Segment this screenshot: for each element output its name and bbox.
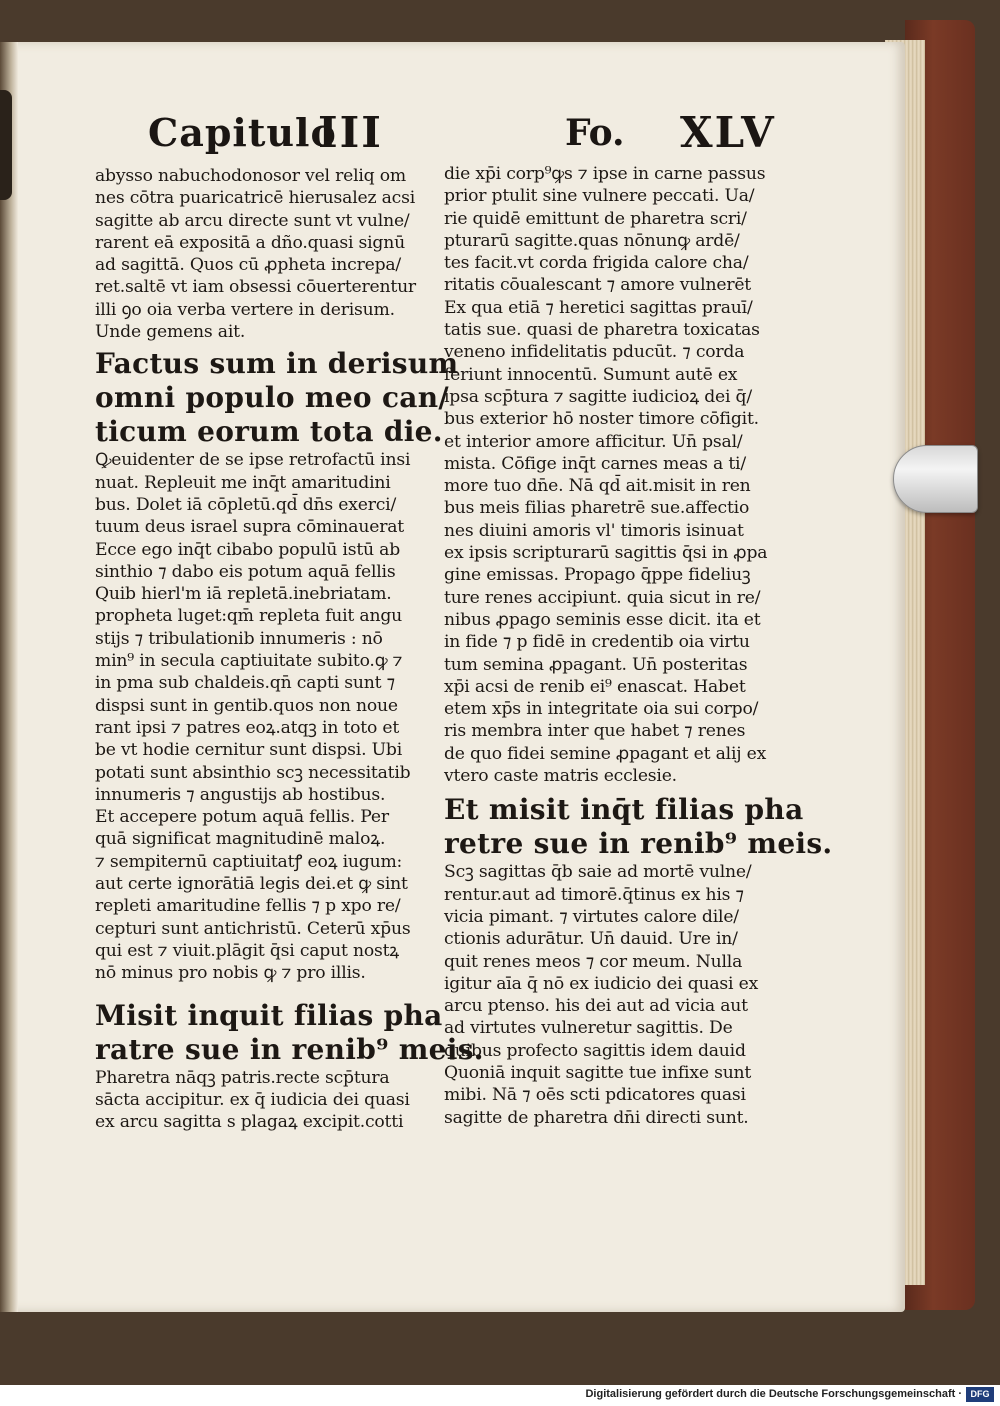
text-line: ture renes accipiunt. quia sicut in re/ bbox=[444, 587, 761, 608]
text-line: Ecce ego inq̄t cibabo populū istū ab bbox=[95, 539, 401, 560]
text-line: igitur aīa q̄ nō ex iudicio dei quasi ex bbox=[444, 973, 759, 994]
text-line: bus exterior hō noster timore cōfigit. bbox=[444, 409, 759, 430]
right-paragraph-1 bbox=[444, 163, 789, 787]
text-line: ad virtutes vulneretur sagittis. De bbox=[444, 1018, 733, 1039]
text-line: innumeris ⁊ angustijs ab hostibus. bbox=[95, 784, 386, 805]
text-line: quit renes meos ⁊ cor meum. Nulla bbox=[444, 951, 743, 972]
text-line: mibi. Nā ⁊ oēs scti pdicatores quasi bbox=[444, 1085, 746, 1106]
left-text-column bbox=[95, 165, 484, 1133]
text-line: qui est ⁊ viuit.plāgit q̄si caput nostꝝ bbox=[95, 940, 400, 961]
text-line: arcu ptenso. his dei aut ad vicia aut bbox=[444, 996, 748, 1017]
text-line: die xp̄i corp⁹ꝙs ⁊ ipse in carne passus bbox=[444, 164, 766, 184]
text-line: ris membra inter que habet ⁊ renes bbox=[444, 721, 746, 742]
text-line: illi ꝯo oia verba vertere in derisum. bbox=[95, 299, 395, 320]
text-line: dispsi sunt in gentib.quos non noue bbox=[95, 695, 398, 716]
text-line: bus. Dolet iā cōpletū.qd̄ dn̄s exerci/ bbox=[95, 494, 397, 515]
text-line: rant ipsi ⁊ patres eoꝝ.atqꝫ in toto et bbox=[95, 717, 400, 738]
text-line: Ꝙeuidenter de se ipse retrofactū insi bbox=[95, 450, 411, 471]
text-line: Quib hierl'm iā repletā.inebriatam. bbox=[95, 584, 392, 605]
text-line: cepturi sunt antichristū. Ceterū xp̄us bbox=[95, 918, 411, 939]
text-line: Ex qua etiā ⁊ heretici sagittas prauī/ bbox=[444, 297, 753, 318]
running-head-left-number: III bbox=[318, 108, 383, 157]
text-line: etem xp̄s in integritate oia sui corpo/ bbox=[444, 699, 759, 720]
text-line: vicia pimant. ⁊ virtutes calore dile/ bbox=[444, 906, 739, 927]
text-line: tes facit.vt corda frigida calore cha/ bbox=[444, 253, 749, 274]
text-line: sagitte ab arcu directe sunt vt vulne/ bbox=[95, 210, 410, 231]
text-line: ex ipsis scripturarū sagittis q̄si in ꝓpa bbox=[444, 543, 768, 564]
text-line: nuat. Repleuit me inq̄t amaritudini bbox=[95, 472, 391, 493]
page-clip bbox=[893, 445, 978, 513]
text-line: Et accepere potum aquā fellis. Per bbox=[95, 807, 389, 828]
heading-line: Factus sum in derisum bbox=[95, 347, 459, 381]
text-line: abysso nabuchodonosor vel reliq om bbox=[95, 166, 406, 186]
text-line: tatis sue. quasi de pharetra toxicatas bbox=[444, 320, 760, 341]
text-line: rie quidē emittunt de pharetra scri/ bbox=[444, 208, 747, 229]
text-line: rentur.aut ad timorē.q̄tinus ex his ⁊ bbox=[444, 884, 744, 905]
text-line: in fide ⁊ p fidē in credentib oia virtu bbox=[444, 632, 750, 653]
heading-line: ratre sue in renib⁹ meis. bbox=[95, 1032, 484, 1066]
text-line: et interior amore afficitur. Un̄ psal/ bbox=[444, 431, 743, 452]
text-line: vtero caste matris ecclesie. bbox=[444, 766, 677, 787]
text-line: rarent eā expositā a dño.quasi signū bbox=[95, 232, 405, 253]
running-head-left-title: Capitulo bbox=[148, 110, 337, 155]
text-line: nibus ꝓpago seminis esse dicit. ita et bbox=[444, 609, 761, 630]
right-heading-1 bbox=[444, 793, 833, 861]
text-line: ad sagittā. Quos cū ꝓpheta increpa/ bbox=[95, 255, 402, 276]
text-line: Unde gemens ait. bbox=[95, 322, 246, 343]
text-line: tuum deus israel supra cōminauerat bbox=[95, 517, 404, 538]
text-line: de quo fidei semine ꝓpagant et alij ex bbox=[444, 743, 767, 764]
text-line: ipsa scp̄tura ⁊ sagitte iudicioꝝ dei q̄/ bbox=[444, 386, 752, 407]
footer-bar bbox=[0, 1385, 1000, 1406]
left-paragraph-2 bbox=[95, 449, 435, 984]
text-line: feriunt innocentū. Sumunt autē ex bbox=[444, 364, 738, 385]
text-line: more tuo dn̄e. Nā qd̄ ait.misit in ren bbox=[444, 476, 751, 497]
text-line: ex arcu sagitta s plagaꝝ excipit.cotti bbox=[95, 1112, 404, 1133]
text-line: mista. Cōfige inq̄t carnes meas a ti/ bbox=[444, 453, 746, 474]
text-line: potati sunt absinthio scꝫ necessitatib bbox=[95, 762, 411, 783]
text-line: sācta accipitur. ex q̄ iudicia dei quasi bbox=[95, 1089, 410, 1110]
heading-line: retre sue in renib⁹ meis. bbox=[444, 827, 833, 861]
right-text-column bbox=[444, 163, 833, 1129]
text-line: stijs ⁊ tribulationib innumeris : nō bbox=[95, 628, 383, 649]
left-page-fragment bbox=[0, 90, 12, 200]
text-line: nō minus pro nobis ꝙ ⁊ pro illis. bbox=[95, 963, 366, 984]
text-line: Scꝫ sagittas q̄b saie ad mortē vulne/ bbox=[444, 862, 752, 883]
running-head-folio-number: XLV bbox=[680, 108, 776, 157]
text-line: bus meis filias pharetrē sue.affectio bbox=[444, 498, 750, 519]
text-line: aut certe ignorātiā legis dei.et ꝙ sint bbox=[95, 874, 408, 895]
text-line: propheta luget:qm̄ repleta fuit angu bbox=[95, 606, 402, 627]
text-line: repleti amaritudine fellis ⁊ p xpo re/ bbox=[95, 896, 401, 917]
text-line: pturarū sagitte.quas nōnunꝙ ardē/ bbox=[444, 230, 740, 251]
text-line: sinthio ⁊ dabo eis potum aquā fellis bbox=[95, 561, 396, 582]
heading-line: ticum eorum tota die. bbox=[95, 415, 443, 449]
heading-line: Et misit inq̄t filias pha bbox=[444, 793, 804, 827]
text-line: nes diuini amoris vl' timoris isinuat bbox=[444, 520, 744, 541]
text-line: Pharetra nāqꝫ patris.recte scp̄tura bbox=[95, 1067, 390, 1088]
right-paragraph-2 bbox=[444, 861, 789, 1129]
text-line: ctionis adurātur. Un̄ dauid. Ure in/ bbox=[444, 929, 738, 950]
text-line: ritatis cōualescant ⁊ amore vulnerēt bbox=[444, 275, 752, 296]
text-line: sagitte de pharetra dn̄i directi sunt. bbox=[444, 1107, 749, 1128]
text-line: prior ptulit sine vulnere peccati. Ua/ bbox=[444, 186, 755, 207]
left-heading-2 bbox=[95, 998, 484, 1067]
text-line: be vt hodie cernitur sunt dispsi. Ubi bbox=[95, 740, 402, 761]
heading-line: Misit inquit filias pha bbox=[95, 998, 443, 1032]
left-paragraph-3 bbox=[95, 1067, 435, 1134]
text-line: ret.saltē vt iam obsessi cōuerterentur bbox=[95, 277, 416, 298]
text-line: ⁊ sempiternū captiuitatꝭ eoꝝ iugum: bbox=[95, 851, 403, 872]
gutter-shadow bbox=[0, 42, 18, 1312]
text-line: quā significat magnitudinē maloꝝ. bbox=[95, 829, 386, 850]
text-line: tum semina ꝓpagant. Un̄ posteritas bbox=[444, 654, 748, 675]
text-line: nes cōtra puaricatricē hierusalez acsi bbox=[95, 188, 415, 209]
spacer bbox=[95, 985, 435, 999]
text-line: xp̄i acsi de renib ei⁹ enascat. Habet bbox=[444, 676, 746, 697]
left-paragraph-1 bbox=[95, 165, 435, 343]
text-line: Quoniā inquit sagitte tue infixe sunt bbox=[444, 1062, 752, 1083]
heading-line: omni populo meo can/ bbox=[95, 381, 449, 415]
text-line: veneno infidelitatis pducūt. ⁊ corda bbox=[444, 342, 745, 363]
left-heading-1 bbox=[95, 347, 459, 449]
dfg-logo: DFG bbox=[966, 1387, 994, 1402]
text-line: min⁹ in secula captiuitate subito.ꝙ ⁊ bbox=[95, 651, 403, 672]
text-line: quibus profecto sagittis idem dauid bbox=[444, 1040, 746, 1061]
funding-credit: Digitalisierung gefördert durch die Deutsche Forschungsgemeinschaft · bbox=[585, 1388, 962, 1400]
running-head-right-title: Fo. bbox=[565, 112, 625, 154]
text-line: gine emissas. Propago q̄ppe fideliuꝫ bbox=[444, 565, 751, 586]
text-line: in pma sub chaldeis.qn̄ capti sunt ⁊ bbox=[95, 673, 395, 694]
